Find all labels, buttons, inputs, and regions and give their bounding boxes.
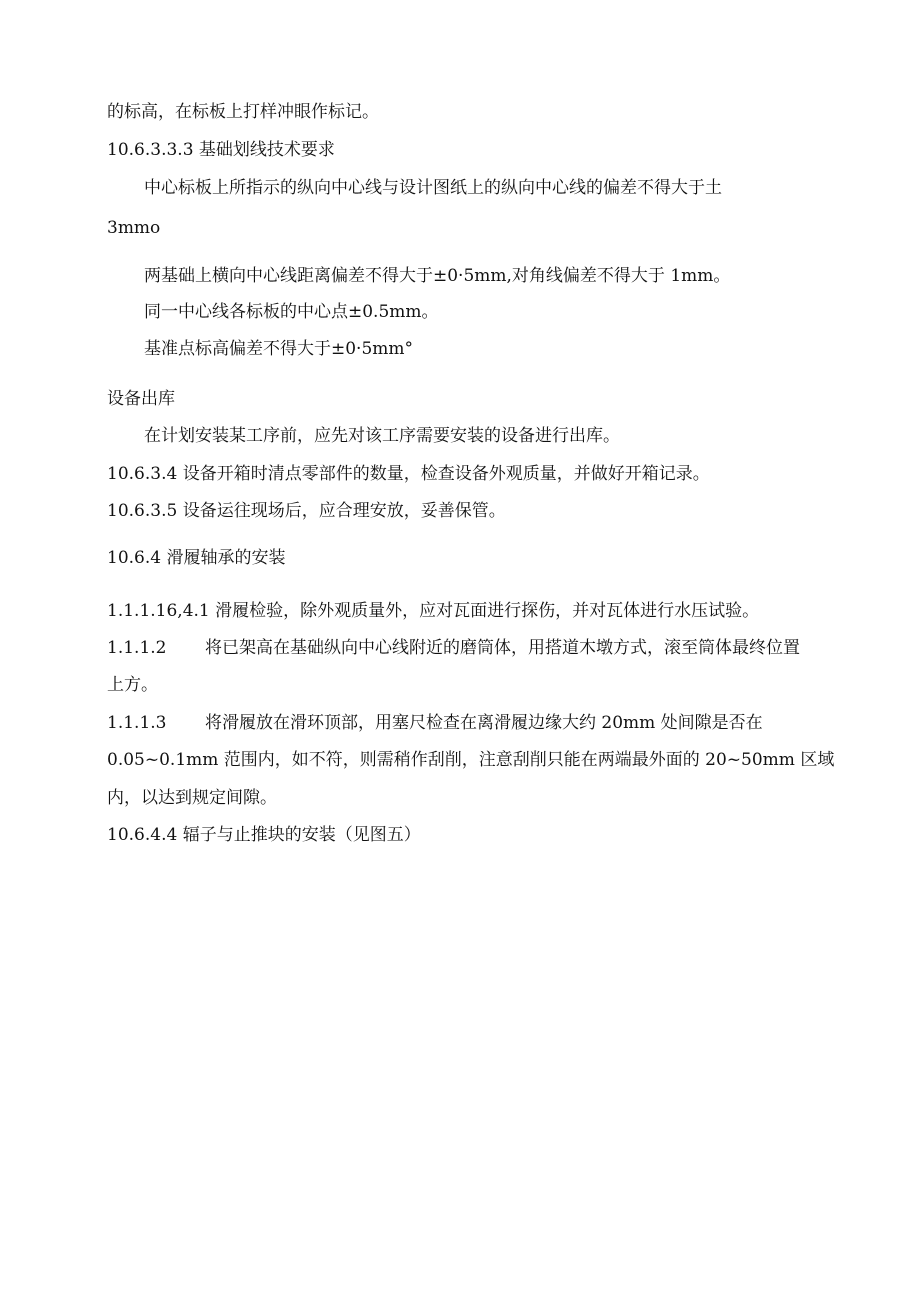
item-text: 将滑履放在滑环顶部，用塞尺检查在离滑履边缘大约 20mm 处间隙是否在	[205, 713, 763, 733]
paragraph-line: 两基础上横向中心线距离偏差不得大于±0·5mm,对角线偏差不得大于 1mm。	[144, 266, 731, 286]
paragraph-line: 10.6.3.5 设备运往现场后，应合理安放，妥善保管。	[107, 501, 506, 521]
numbered-item	[107, 711, 763, 735]
paragraph-line: 在计划安装某工序前，应先对该工序需要安装的设备进行出库。	[144, 426, 620, 446]
paragraph-line: 上方。	[107, 675, 158, 695]
paragraph-line: 0.05~0.1mm 范围内，如不符，则需稍作刮削，注意刮削只能在两端最外面的 20~50mm 区域	[107, 750, 835, 770]
item-text: 将已架高在基础纵向中心线附近的磨筒体，用搭道木墩方式，滚至筒体最终位置	[205, 638, 800, 658]
paragraph-line: 基准点标高偏差不得大于±0·5mm°	[144, 339, 414, 359]
paragraph-line: 中心标板上所指示的纵向中心线与设计图纸上的纵向中心线的偏差不得大于土	[144, 178, 722, 198]
paragraph-line: 内，以达到规定间隙。	[107, 788, 277, 808]
paragraph-line: 同一中心线各标板的中心点±0.5mm。	[144, 302, 439, 322]
section-heading: 10.6.4 滑履轴承的安装	[107, 548, 286, 568]
paragraph-line: 3mmo	[107, 218, 161, 238]
paragraph-line: 1.1.1.16,4.1 滑履检验，除外观质量外，应对瓦面进行探伤，并对瓦体进行水压试验。	[107, 601, 760, 621]
section-heading: 设备出库	[107, 389, 175, 409]
item-number: 1.1.1.3	[107, 713, 167, 733]
item-number: 1.1.1.2	[107, 638, 167, 658]
numbered-item	[107, 636, 800, 660]
section-heading: 10.6.3.3.3 基础划线技术要求	[107, 140, 335, 160]
section-heading: 10.6.4.4 辐子与止推块的安装（见图五）	[107, 825, 421, 845]
paragraph-line: 10.6.3.4 设备开箱时清点零部件的数量，检查设备外观质量，并做好开箱记录。	[107, 464, 710, 484]
paragraph-line: 的标高，在标板上打样冲眼作标记。	[107, 102, 379, 122]
